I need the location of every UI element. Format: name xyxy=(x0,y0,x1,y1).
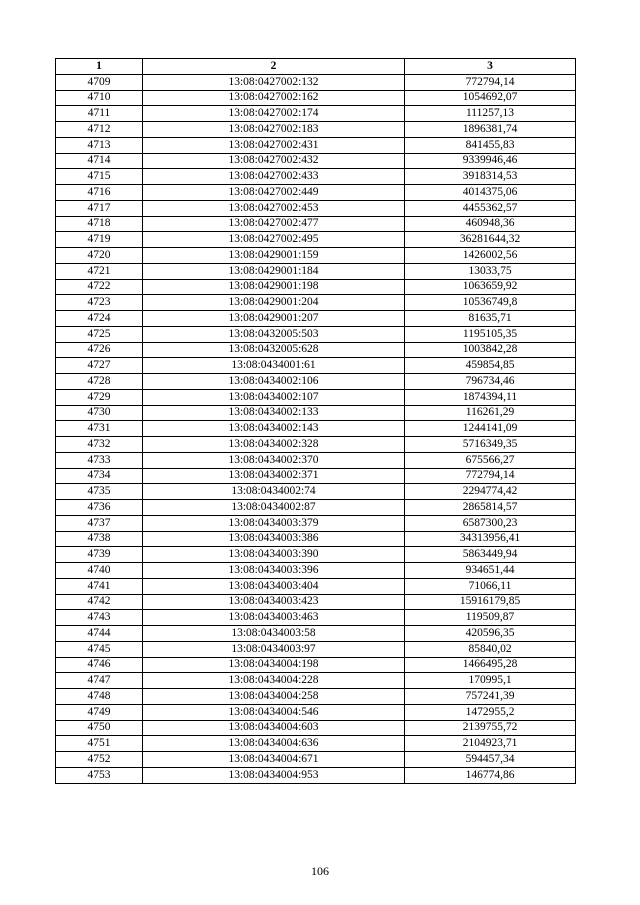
cadastral-number-cell: 13:08:0434002:107 xyxy=(143,389,405,405)
cadastral-number-cell: 13:08:0434004:198 xyxy=(143,657,405,673)
cadastral-number-cell: 13:08:0427002:174 xyxy=(143,106,405,122)
value-cell: 81635,71 xyxy=(405,311,576,327)
table-header xyxy=(56,59,576,75)
value-cell: 170995,1 xyxy=(405,673,576,689)
value-cell: 1426002,56 xyxy=(405,248,576,264)
row-number-cell: 4750 xyxy=(56,720,143,736)
row-number-cell: 4712 xyxy=(56,122,143,138)
row-number-cell: 4715 xyxy=(56,169,143,185)
cadastral-number-cell: 13:08:0427002:132 xyxy=(143,74,405,90)
row-number-cell: 4710 xyxy=(56,90,143,106)
cadastral-number-cell: 13:08:0434003:463 xyxy=(143,610,405,626)
value-cell: 1896381,74 xyxy=(405,122,576,138)
value-cell: 459854,85 xyxy=(405,358,576,374)
table-row xyxy=(56,720,576,736)
value-cell: 1003842,28 xyxy=(405,342,576,358)
value-cell: 34313956,41 xyxy=(405,531,576,547)
table-row xyxy=(56,515,576,531)
row-number-cell: 4711 xyxy=(56,106,143,122)
table-row xyxy=(56,531,576,547)
value-cell: 119509,87 xyxy=(405,610,576,626)
cadastral-number-cell: 13:08:0427002:162 xyxy=(143,90,405,106)
table-header-row xyxy=(56,59,576,75)
row-number-cell: 4740 xyxy=(56,563,143,579)
cadastral-number-cell: 13:08:0427002:495 xyxy=(143,232,405,248)
value-cell: 3918314,53 xyxy=(405,169,576,185)
table-row xyxy=(56,74,576,90)
value-cell: 934651,44 xyxy=(405,563,576,579)
table-row xyxy=(56,389,576,405)
row-number-cell: 4739 xyxy=(56,547,143,563)
row-number-cell: 4736 xyxy=(56,500,143,516)
row-number-cell: 4747 xyxy=(56,673,143,689)
row-number-cell: 4719 xyxy=(56,232,143,248)
cadastral-number-cell: 13:08:0434004:228 xyxy=(143,673,405,689)
table-row xyxy=(56,185,576,201)
cadastral-number-cell: 13:08:0434002:74 xyxy=(143,484,405,500)
value-cell: 4014375,06 xyxy=(405,185,576,201)
row-number-cell: 4746 xyxy=(56,657,143,673)
value-cell: 1244141,09 xyxy=(405,421,576,437)
value-cell: 2865814,57 xyxy=(405,500,576,516)
table-row xyxy=(56,153,576,169)
cadastral-number-cell: 13:08:0429001:207 xyxy=(143,311,405,327)
cadastral-number-cell: 13:08:0427002:477 xyxy=(143,216,405,232)
row-number-cell: 4714 xyxy=(56,153,143,169)
table-row xyxy=(56,90,576,106)
row-number-cell: 4735 xyxy=(56,484,143,500)
table-row xyxy=(56,594,576,610)
row-number-cell: 4724 xyxy=(56,311,143,327)
table-row xyxy=(56,311,576,327)
cadastral-number-cell: 13:08:0434004:603 xyxy=(143,720,405,736)
value-cell: 675566,27 xyxy=(405,452,576,468)
cadastral-number-cell: 13:08:0427002:449 xyxy=(143,185,405,201)
table-row xyxy=(56,137,576,153)
table-row xyxy=(56,689,576,705)
cadastral-number-cell: 13:08:0434003:58 xyxy=(143,626,405,642)
cadastral-number-cell: 13:08:0429001:204 xyxy=(143,295,405,311)
value-cell: 757241,39 xyxy=(405,689,576,705)
row-number-cell: 4726 xyxy=(56,342,143,358)
row-number-cell: 4745 xyxy=(56,641,143,657)
table-row xyxy=(56,374,576,390)
value-cell: 1063659,92 xyxy=(405,279,576,295)
table-row xyxy=(56,263,576,279)
cadastral-number-cell: 13:08:0429001:198 xyxy=(143,279,405,295)
cadastral-number-cell: 13:08:0434004:636 xyxy=(143,736,405,752)
cadastral-number-cell: 13:08:0432005:503 xyxy=(143,326,405,342)
cadastral-number-cell: 13:08:0434002:133 xyxy=(143,405,405,421)
row-number-cell: 4734 xyxy=(56,468,143,484)
table-row xyxy=(56,578,576,594)
value-cell: 594457,34 xyxy=(405,752,576,768)
table-row xyxy=(56,106,576,122)
value-cell: 5716349,35 xyxy=(405,437,576,453)
cadastral-number-cell: 13:08:0434002:143 xyxy=(143,421,405,437)
value-cell: 85840,02 xyxy=(405,641,576,657)
row-number-cell: 4737 xyxy=(56,515,143,531)
value-cell: 1054692,07 xyxy=(405,90,576,106)
table-row xyxy=(56,673,576,689)
value-cell: 460948,36 xyxy=(405,216,576,232)
value-cell: 2139755,72 xyxy=(405,720,576,736)
row-number-cell: 4741 xyxy=(56,578,143,594)
value-cell: 9339946,46 xyxy=(405,153,576,169)
row-number-cell: 4728 xyxy=(56,374,143,390)
table-row xyxy=(56,295,576,311)
value-cell: 1195105,35 xyxy=(405,326,576,342)
column-header-1: 1 xyxy=(56,59,143,75)
row-number-cell: 4733 xyxy=(56,452,143,468)
cadastral-number-cell: 13:08:0434001:61 xyxy=(143,358,405,374)
cadastral-number-cell: 13:08:0427002:453 xyxy=(143,200,405,216)
table-row xyxy=(56,248,576,264)
row-number-cell: 4751 xyxy=(56,736,143,752)
row-number-cell: 4723 xyxy=(56,295,143,311)
row-number-cell: 4709 xyxy=(56,74,143,90)
row-number-cell: 4749 xyxy=(56,704,143,720)
value-cell: 1874394,11 xyxy=(405,389,576,405)
table-row xyxy=(56,169,576,185)
cadastral-number-cell: 13:08:0434003:97 xyxy=(143,641,405,657)
value-cell: 15916179,85 xyxy=(405,594,576,610)
value-cell: 5863449,94 xyxy=(405,547,576,563)
value-cell: 36281644,32 xyxy=(405,232,576,248)
table-row xyxy=(56,358,576,374)
cadastral-number-cell: 13:08:0434002:371 xyxy=(143,468,405,484)
value-cell: 841455,83 xyxy=(405,137,576,153)
table-body xyxy=(56,74,576,783)
cadastral-number-cell: 13:08:0432005:628 xyxy=(143,342,405,358)
table-row xyxy=(56,468,576,484)
table-row xyxy=(56,626,576,642)
value-cell: 71066,11 xyxy=(405,578,576,594)
value-cell: 2294774,42 xyxy=(405,484,576,500)
cadastral-number-cell: 13:08:0434003:390 xyxy=(143,547,405,563)
row-number-cell: 4718 xyxy=(56,216,143,232)
cadastral-number-cell: 13:08:0434004:258 xyxy=(143,689,405,705)
table-row xyxy=(56,421,576,437)
cadastral-number-cell: 13:08:0427002:183 xyxy=(143,122,405,138)
table-row xyxy=(56,437,576,453)
table-row xyxy=(56,326,576,342)
cadastral-number-cell: 13:08:0434002:370 xyxy=(143,452,405,468)
table-row xyxy=(56,452,576,468)
cadastral-number-cell: 13:08:0429001:159 xyxy=(143,248,405,264)
row-number-cell: 4744 xyxy=(56,626,143,642)
value-cell: 10536749,8 xyxy=(405,295,576,311)
value-cell: 116261,29 xyxy=(405,405,576,421)
cadastral-number-cell: 13:08:0434003:396 xyxy=(143,563,405,579)
cadastral-number-cell: 13:08:0434004:546 xyxy=(143,704,405,720)
table-row xyxy=(56,342,576,358)
table-row xyxy=(56,563,576,579)
table-row xyxy=(56,500,576,516)
value-cell: 1472955,2 xyxy=(405,704,576,720)
value-cell: 772794,14 xyxy=(405,468,576,484)
cadastral-number-cell: 13:08:0429001:184 xyxy=(143,263,405,279)
row-number-cell: 4713 xyxy=(56,137,143,153)
table-row xyxy=(56,752,576,768)
table-row xyxy=(56,547,576,563)
value-cell: 2104923,71 xyxy=(405,736,576,752)
table-row xyxy=(56,122,576,138)
row-number-cell: 4727 xyxy=(56,358,143,374)
cadastral-number-cell: 13:08:0427002:433 xyxy=(143,169,405,185)
column-header-3: 3 xyxy=(405,59,576,75)
row-number-cell: 4729 xyxy=(56,389,143,405)
value-cell: 6587300,23 xyxy=(405,515,576,531)
value-cell: 146774,86 xyxy=(405,767,576,783)
cadastral-number-cell: 13:08:0434003:386 xyxy=(143,531,405,547)
row-number-cell: 4716 xyxy=(56,185,143,201)
row-number-cell: 4721 xyxy=(56,263,143,279)
row-number-cell: 4743 xyxy=(56,610,143,626)
table-row xyxy=(56,736,576,752)
table-row xyxy=(56,216,576,232)
row-number-cell: 4717 xyxy=(56,200,143,216)
row-number-cell: 4731 xyxy=(56,421,143,437)
value-cell: 111257,13 xyxy=(405,106,576,122)
table-row xyxy=(56,641,576,657)
cadastral-number-cell: 13:08:0434002:328 xyxy=(143,437,405,453)
cadastral-number-cell: 13:08:0434002:87 xyxy=(143,500,405,516)
value-cell: 420596,35 xyxy=(405,626,576,642)
row-number-cell: 4730 xyxy=(56,405,143,421)
table-row xyxy=(56,405,576,421)
cadastral-number-cell: 13:08:0427002:431 xyxy=(143,137,405,153)
table-row xyxy=(56,279,576,295)
cadastral-number-cell: 13:08:0434003:404 xyxy=(143,578,405,594)
cadastral-number-cell: 13:08:0434003:379 xyxy=(143,515,405,531)
table-row xyxy=(56,232,576,248)
value-cell: 13033,75 xyxy=(405,263,576,279)
column-header-2: 2 xyxy=(143,59,405,75)
row-number-cell: 4732 xyxy=(56,437,143,453)
table-row xyxy=(56,767,576,783)
row-number-cell: 4748 xyxy=(56,689,143,705)
value-cell: 1466495,28 xyxy=(405,657,576,673)
cadastral-number-cell: 13:08:0434004:953 xyxy=(143,767,405,783)
table-row xyxy=(56,200,576,216)
row-number-cell: 4720 xyxy=(56,248,143,264)
row-number-cell: 4722 xyxy=(56,279,143,295)
page-number: 106 xyxy=(311,864,329,878)
data-table xyxy=(55,58,576,784)
row-number-cell: 4753 xyxy=(56,767,143,783)
value-cell: 772794,14 xyxy=(405,74,576,90)
cadastral-number-cell: 13:08:0427002:432 xyxy=(143,153,405,169)
row-number-cell: 4742 xyxy=(56,594,143,610)
table-row xyxy=(56,704,576,720)
row-number-cell: 4752 xyxy=(56,752,143,768)
cadastral-number-cell: 13:08:0434002:106 xyxy=(143,374,405,390)
table-row xyxy=(56,484,576,500)
cadastral-number-cell: 13:08:0434003:423 xyxy=(143,594,405,610)
row-number-cell: 4738 xyxy=(56,531,143,547)
table-row xyxy=(56,610,576,626)
cadastral-number-cell: 13:08:0434004:671 xyxy=(143,752,405,768)
table-row xyxy=(56,657,576,673)
value-cell: 4455362,57 xyxy=(405,200,576,216)
value-cell: 796734,46 xyxy=(405,374,576,390)
row-number-cell: 4725 xyxy=(56,326,143,342)
